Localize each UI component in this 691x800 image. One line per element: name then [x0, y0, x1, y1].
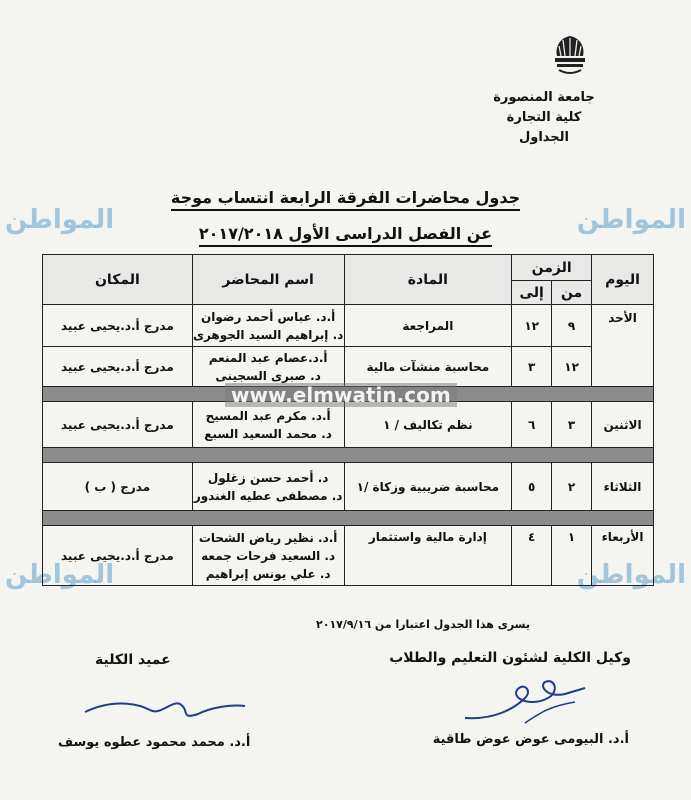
lecturer-cell: أ.د. عباس أحمد رضوان د. إبراهيم السيد الجوهرى [192, 305, 344, 347]
separator-row [43, 448, 654, 463]
header-time: الزمن [512, 255, 592, 281]
header-lecturer: اسم المحاضر [192, 255, 344, 305]
day-cell: الاثنين [592, 402, 654, 448]
place-cell: مدرج أ.د.يحيى عبيد [43, 402, 193, 448]
table-row [43, 463, 654, 511]
vice-dean-name: أ.د. البيومى عوض عوض طاقية [432, 732, 629, 747]
from-cell: ١ [552, 526, 592, 586]
from-cell: ٢ [552, 463, 592, 511]
place-cell: مدرج أ.د.يحيى عبيد [43, 305, 193, 347]
university-logo-icon [545, 30, 595, 80]
header-from: من [552, 281, 592, 305]
dean-name: أ.د. محمد محمود عطوه يوسف [58, 735, 251, 750]
dean-signature [80, 690, 250, 726]
schedule-table [42, 254, 654, 586]
table-row [43, 402, 654, 448]
watermark-brand-right-bottom: المواطن [576, 560, 686, 590]
separator-row [43, 511, 654, 526]
watermark-url: www.elmwatin.com [225, 383, 457, 407]
table-row [43, 526, 654, 586]
document-subtitle: عن الفصل الدراسى الأول ٢٠١٧/٢٠١٨ [0, 224, 691, 243]
vice-dean-title: وكيل الكلية لشئون التعليم والطلاب [389, 650, 631, 666]
day-cell: الأربعاء [592, 526, 654, 586]
lecturer-cell: أ.د.عصام عبد المنعم د. صبرى السجينى [192, 347, 344, 387]
to-cell: ٦ [512, 402, 552, 448]
header-place: المكان [43, 255, 193, 305]
table-row [43, 347, 654, 387]
place-cell: مدرج ( ب ) [43, 463, 193, 511]
place-cell: مدرج أ.د.يحيى عبيد [43, 347, 193, 387]
vice-dean-signature [455, 668, 595, 730]
lecturer-cell: أ.د. نظير رياض الشحات د. السعيد فرحات جمعه د. علي يونس إبراهيم [192, 526, 344, 586]
to-cell: ٣ [512, 347, 552, 387]
document-title: جدول محاضرات الفرقة الرابعة انتساب موجة [0, 188, 691, 207]
header-subject: المادة [344, 255, 512, 305]
to-cell: ٥ [512, 463, 552, 511]
dean-title: عميد الكلية [95, 652, 171, 668]
to-cell: ٤ [512, 526, 552, 586]
from-cell: ٣ [552, 402, 592, 448]
header-to: إلى [512, 281, 552, 305]
university-header [489, 88, 599, 148]
from-cell: ٩ [552, 305, 592, 347]
from-cell: ١٢ [552, 347, 592, 387]
subject-cell: محاسبة ضريبية وزكاة /١ [344, 463, 512, 511]
place-cell: مدرج أ.د.يحيى عبيد [43, 526, 193, 586]
subject-cell: نظم تكاليف / ١ [344, 402, 512, 448]
department-name: الجداول [518, 130, 570, 145]
watermark-brand-left: المواطن [5, 205, 115, 235]
header-day: اليوم [592, 255, 654, 305]
day-cell: الثلاثاء [592, 463, 654, 511]
lecturer-cell: أ.د. مكرم عبد المسيح د. محمد السعيد السبع [192, 402, 344, 448]
table-row [43, 305, 654, 347]
watermark-brand-right: المواطن [576, 205, 686, 235]
subject-cell: محاسبة منشآت مالية [344, 347, 512, 387]
watermark-brand-left-bottom: المواطن [5, 560, 115, 590]
university-name: جامعة المنصورة [493, 90, 595, 105]
validity-note: يسرى هذا الجدول اعتبارا من ٢٠١٧/٩/١٦ [316, 618, 530, 631]
faculty-name: كلية التجارة [506, 110, 582, 125]
day-cell: الأحد [592, 305, 654, 387]
subject-cell: إدارة مالية واستثمار [344, 526, 512, 586]
subject-cell: المراجعة [344, 305, 512, 347]
lecturer-cell: د. أحمد حسن زغلول د. مصطفى عطيه الغندور [192, 463, 344, 511]
to-cell: ١٢ [512, 305, 552, 347]
